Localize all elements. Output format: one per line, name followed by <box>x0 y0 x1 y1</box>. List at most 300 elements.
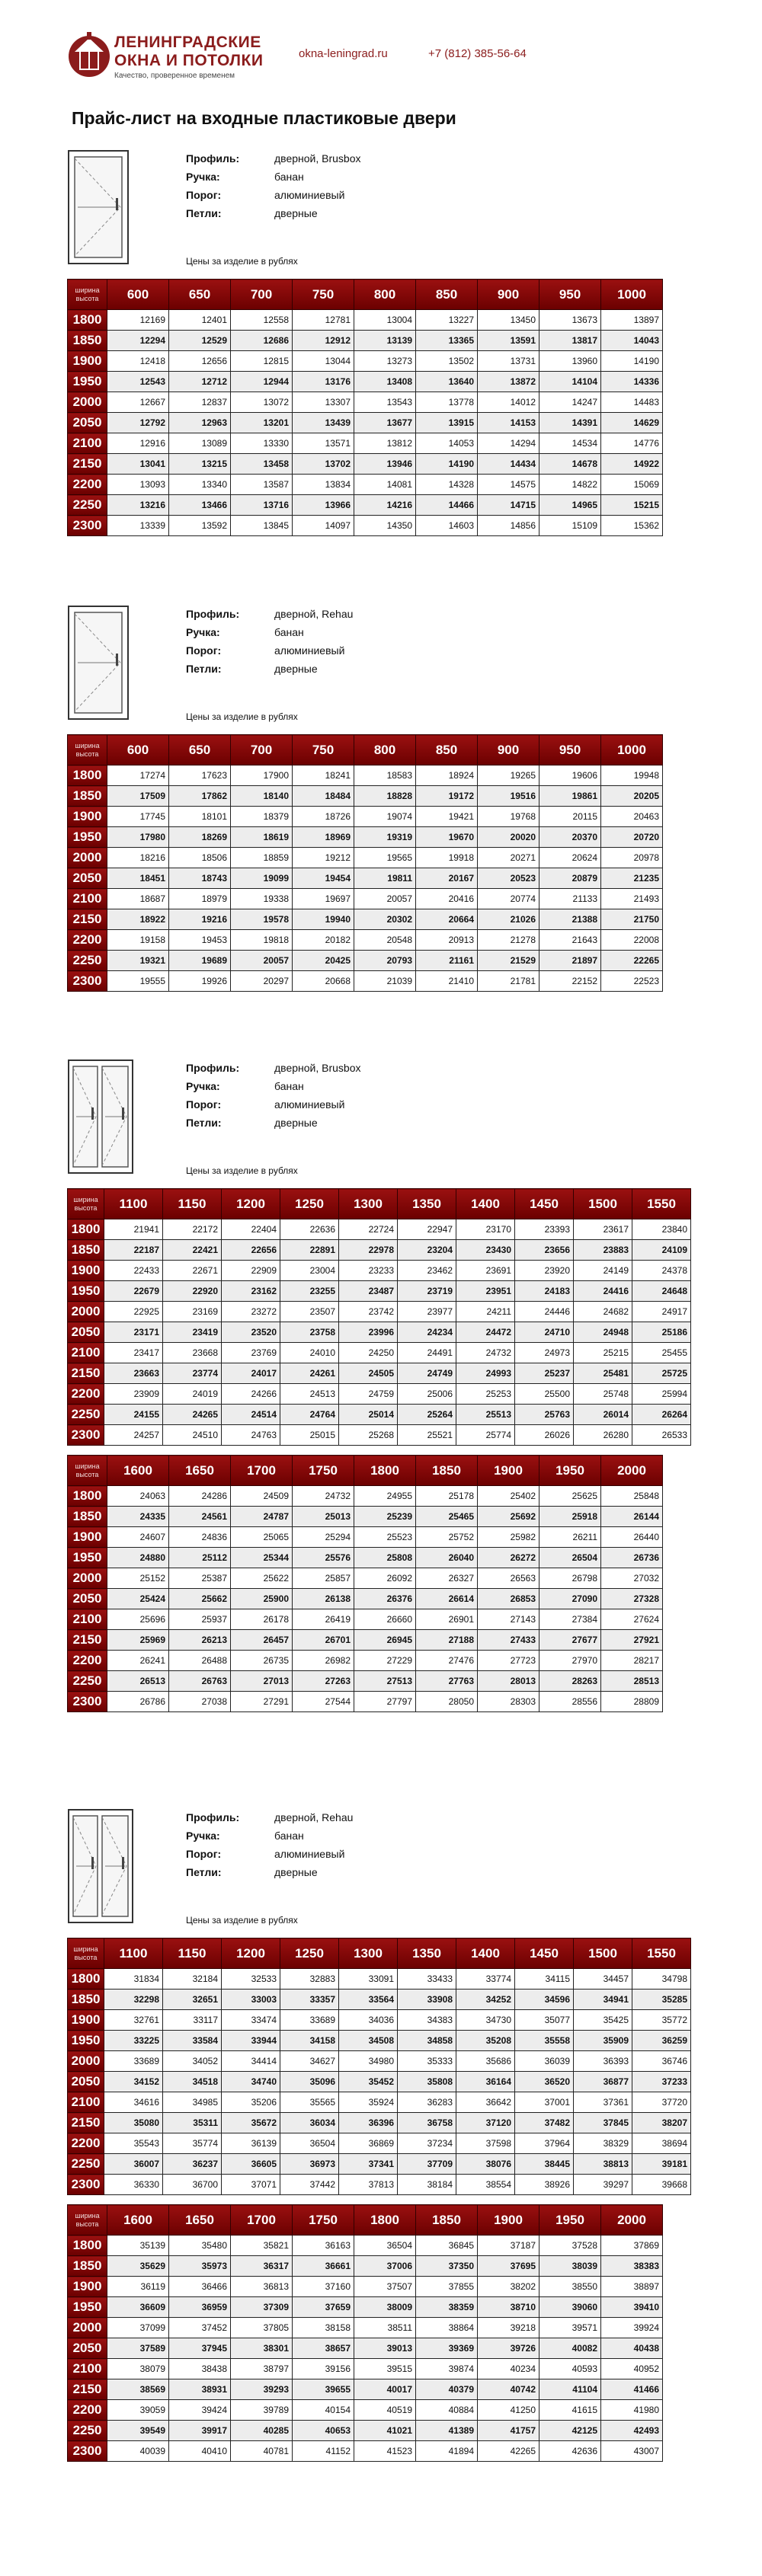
price-cell: 19212 <box>293 848 354 868</box>
price-cell: 14534 <box>539 433 601 454</box>
price-cell: 19689 <box>169 951 231 971</box>
height-header: 2200 <box>68 1384 104 1405</box>
spec-row <box>186 623 353 641</box>
price-cell: 37855 <box>416 2277 478 2297</box>
price-cell: 36330 <box>104 2175 163 2195</box>
price-cell: 19555 <box>107 971 169 992</box>
price-cell: 37309 <box>231 2297 293 2318</box>
height-header: 1850 <box>68 331 107 351</box>
price-cell: 40593 <box>539 2359 601 2379</box>
table-row <box>68 2133 691 2154</box>
price-cell: 37006 <box>354 2256 416 2277</box>
price-table <box>67 1455 663 1712</box>
price-cell: 20774 <box>478 889 539 909</box>
price-cell: 25013 <box>293 1507 354 1527</box>
width-header: 1250 <box>280 1938 339 1969</box>
logo-mark-icon <box>67 30 111 79</box>
price-cell: 38301 <box>231 2338 293 2359</box>
width-header: 1200 <box>222 1938 280 1969</box>
price-cell: 19606 <box>539 765 601 786</box>
price-cell: 27038 <box>169 1692 231 1712</box>
price-cell: 20913 <box>416 930 478 951</box>
spec-value: алюминиевый <box>274 189 345 201</box>
price-cell: 20020 <box>478 827 539 848</box>
price-cell: 14434 <box>478 454 539 475</box>
price-cell: 26280 <box>574 1425 632 1446</box>
page-title: Прайс-лист на входные пластиковые двери <box>72 108 456 128</box>
price-cell: 34036 <box>339 2010 398 2031</box>
price-cell: 40781 <box>231 2441 293 2462</box>
price-cell: 33564 <box>339 1990 398 2010</box>
price-cell: 27032 <box>601 1568 663 1589</box>
spec-label: Профиль: <box>186 152 240 165</box>
price-cell: 33689 <box>104 2051 163 2072</box>
price-cell: 26614 <box>416 1589 478 1609</box>
single-door-icon <box>67 605 130 721</box>
price-cell: 19940 <box>293 909 354 930</box>
price-cell: 24257 <box>104 1425 163 1446</box>
price-cell: 23920 <box>515 1261 574 1281</box>
price-cell: 13072 <box>231 392 293 413</box>
width-header: 2000 <box>601 1456 663 1486</box>
spec-row <box>186 605 353 623</box>
price-cell: 24607 <box>107 1527 169 1548</box>
price-cell: 37187 <box>478 2236 539 2256</box>
price-cell: 40154 <box>293 2400 354 2421</box>
height-header: 2000 <box>68 2051 104 2072</box>
table-row <box>68 786 663 807</box>
height-header: 1950 <box>68 827 107 848</box>
price-cell: 36034 <box>280 2113 339 2133</box>
table-row <box>68 331 663 351</box>
price-cell: 37659 <box>293 2297 354 2318</box>
price-cell: 15069 <box>601 475 663 495</box>
price-cell: 28809 <box>601 1692 663 1712</box>
price-cell: 25774 <box>456 1425 515 1446</box>
table-row <box>68 475 663 495</box>
price-note: Цены за изделие в рублях <box>186 1165 298 1176</box>
width-header: 1200 <box>222 1189 280 1219</box>
corner-label-line: высота <box>75 749 99 758</box>
single-door-icon <box>67 149 130 265</box>
price-cell: 35772 <box>632 2010 691 2031</box>
price-cell: 23462 <box>398 1261 456 1281</box>
price-cell: 13215 <box>169 454 231 475</box>
price-cell: 14097 <box>293 516 354 536</box>
price-cell: 26701 <box>293 1630 354 1651</box>
price-cell: 27723 <box>478 1651 539 1671</box>
price-cell: 21039 <box>354 971 416 992</box>
price-cell: 27797 <box>354 1692 416 1712</box>
price-cell: 22891 <box>280 1240 339 1261</box>
price-cell: 36283 <box>398 2092 456 2113</box>
price-cell: 21529 <box>478 951 539 971</box>
price-cell: 34518 <box>163 2072 222 2092</box>
price-cell: 27921 <box>601 1630 663 1651</box>
price-cell: 20115 <box>539 807 601 827</box>
price-cell: 24759 <box>339 1384 398 1405</box>
price-cell: 23656 <box>515 1240 574 1261</box>
price-cell: 36504 <box>354 2236 416 2256</box>
price-cell: 13778 <box>416 392 478 413</box>
table-row <box>68 807 663 827</box>
price-cell: 37341 <box>339 2154 398 2175</box>
price-cell: 18140 <box>231 786 293 807</box>
price-cell: 39424 <box>169 2400 231 2421</box>
price-cell: 12712 <box>169 372 231 392</box>
price-cell: 21133 <box>539 889 601 909</box>
price-cell: 41894 <box>416 2441 478 2462</box>
width-header: 1350 <box>398 1938 456 1969</box>
height-header: 2200 <box>68 1651 107 1671</box>
price-cell: 24749 <box>398 1363 456 1384</box>
price-cell: 14104 <box>539 372 601 392</box>
spec-value: дверные <box>274 663 318 675</box>
price-cell: 19516 <box>478 786 539 807</box>
price-cell: 25065 <box>231 1527 293 1548</box>
price-cell: 28513 <box>601 1671 663 1692</box>
price-cell: 23507 <box>280 1302 339 1322</box>
price-cell: 19818 <box>231 930 293 951</box>
height-header: 2050 <box>68 1322 104 1343</box>
price-cell: 35285 <box>632 1990 691 2010</box>
site-link[interactable]: okna-leningrad.ru <box>299 47 388 60</box>
table-row <box>68 1322 691 1343</box>
price-cell: 26144 <box>601 1507 663 1527</box>
corner-label-line: высота <box>74 1953 98 1961</box>
price-cell: 37845 <box>574 2113 632 2133</box>
price-cell: 25500 <box>515 1384 574 1405</box>
price-cell: 12837 <box>169 392 231 413</box>
price-cell: 19338 <box>231 889 293 909</box>
table-row <box>68 2421 663 2441</box>
price-cell: 26014 <box>574 1405 632 1425</box>
price-cell: 27476 <box>416 1651 478 1671</box>
corner-label <box>68 2205 107 2236</box>
price-cell: 33091 <box>339 1969 398 1990</box>
price-cell: 19172 <box>416 786 478 807</box>
width-header-row <box>68 280 663 310</box>
height-header: 2200 <box>68 2400 107 2421</box>
price-cell: 25112 <box>169 1548 231 1568</box>
price-cell: 39060 <box>539 2297 601 2318</box>
price-cell: 13330 <box>231 433 293 454</box>
phone-number[interactable]: +7 (812) 385-56-64 <box>428 47 527 60</box>
price-cell: 13365 <box>416 331 478 351</box>
price-cell: 14715 <box>478 495 539 516</box>
price-cell: 20978 <box>601 848 663 868</box>
price-cell: 12963 <box>169 413 231 433</box>
price-cell: 37869 <box>601 2236 663 2256</box>
price-cell: 25344 <box>231 1548 293 1568</box>
price-cell: 37350 <box>416 2256 478 2277</box>
price-cell: 18726 <box>293 807 354 827</box>
price-cell: 18506 <box>169 848 231 868</box>
price-cell: 25387 <box>169 1568 231 1589</box>
price-cell: 19918 <box>416 848 478 868</box>
price-cell: 13592 <box>169 516 231 536</box>
price-cell: 14575 <box>478 475 539 495</box>
price-cell: 13450 <box>478 310 539 331</box>
price-cell: 36758 <box>398 2113 456 2133</box>
price-cell: 35139 <box>107 2236 169 2256</box>
price-cell: 13845 <box>231 516 293 536</box>
price-cell: 21643 <box>539 930 601 951</box>
width-header: 650 <box>169 735 231 765</box>
width-header: 950 <box>539 280 601 310</box>
corner-label-line: ширина <box>75 2211 100 2220</box>
logo-line-2: ОКНА И ПОТОЛКИ <box>114 52 264 69</box>
price-cell: 24955 <box>354 1486 416 1507</box>
price-cell: 18101 <box>169 807 231 827</box>
height-header: 1950 <box>68 1548 107 1568</box>
price-cell: 13591 <box>478 331 539 351</box>
spec-label: Порог: <box>186 644 222 657</box>
height-header: 2300 <box>68 2441 107 2462</box>
price-cell: 37598 <box>456 2133 515 2154</box>
product-specs <box>186 1808 353 1881</box>
price-cell: 25576 <box>293 1548 354 1568</box>
price-cell: 13139 <box>354 331 416 351</box>
price-cell: 39549 <box>107 2421 169 2441</box>
spec-row <box>186 1077 361 1095</box>
price-cell: 35686 <box>456 2051 515 2072</box>
price-cell: 38383 <box>601 2256 663 2277</box>
price-cell: 40410 <box>169 2441 231 2462</box>
price-cell: 23169 <box>163 1302 222 1322</box>
price-cell: 24211 <box>456 1302 515 1322</box>
price-cell: 36813 <box>231 2277 293 2297</box>
price-cell: 25521 <box>398 1425 456 1446</box>
width-header: 1400 <box>456 1938 515 1969</box>
table-row <box>68 1630 663 1651</box>
price-cell: 22656 <box>222 1240 280 1261</box>
width-header: 1750 <box>293 1456 354 1486</box>
spec-value: алюминиевый <box>274 1848 345 1860</box>
price-cell: 13176 <box>293 372 354 392</box>
height-header: 2250 <box>68 1671 107 1692</box>
width-header: 1100 <box>104 1189 163 1219</box>
price-cell: 12912 <box>293 331 354 351</box>
company-logo[interactable] <box>67 26 264 87</box>
width-header-row <box>68 1456 663 1486</box>
price-cell: 35206 <box>222 2092 280 2113</box>
price-cell: 19926 <box>169 971 231 992</box>
price-cell: 36466 <box>169 2277 231 2297</box>
spec-label: Ручка: <box>186 171 220 183</box>
spec-label: Петли: <box>186 1866 222 1878</box>
price-cell: 35558 <box>515 2031 574 2051</box>
price-cell: 33908 <box>398 1990 456 2010</box>
spec-row <box>186 1827 353 1845</box>
price-cell: 24514 <box>222 1405 280 1425</box>
price-cell: 23255 <box>280 1281 339 1302</box>
width-header: 1850 <box>416 1456 478 1486</box>
price-cell: 36396 <box>339 2113 398 2133</box>
height-header: 2250 <box>68 495 107 516</box>
price-cell: 13677 <box>354 413 416 433</box>
table-row <box>68 372 663 392</box>
table-row <box>68 2256 663 2277</box>
price-cell: 26786 <box>107 1692 169 1712</box>
table-row <box>68 1219 691 1240</box>
price-cell: 38207 <box>632 2113 691 2133</box>
table-row <box>68 2277 663 2297</box>
price-cell: 23393 <box>515 1219 574 1240</box>
price-cell: 12294 <box>107 331 169 351</box>
price-cell: 23951 <box>456 1281 515 1302</box>
price-cell: 23162 <box>222 1281 280 1302</box>
price-cell: 23520 <box>222 1322 280 1343</box>
price-cell: 22187 <box>104 1240 163 1261</box>
table-row <box>68 1486 663 1507</box>
price-cell: 26901 <box>416 1609 478 1630</box>
price-cell: 40438 <box>601 2338 663 2359</box>
spec-value: дверной, Rehau <box>274 608 354 620</box>
width-header: 1600 <box>107 2205 169 2236</box>
price-cell: 38554 <box>456 2175 515 2195</box>
price-cell: 37001 <box>515 2092 574 2113</box>
height-header: 1950 <box>68 1281 104 1302</box>
price-cell: 38359 <box>416 2297 478 2318</box>
width-header: 1500 <box>574 1189 632 1219</box>
table-row <box>68 2092 691 2113</box>
height-header: 2300 <box>68 1425 104 1446</box>
price-cell: 36119 <box>107 2277 169 2297</box>
table-row <box>68 2031 691 2051</box>
price-cell: 13041 <box>107 454 169 475</box>
price-cell: 36877 <box>574 2072 632 2092</box>
price-cell: 22636 <box>280 1219 339 1240</box>
price-note: Цены за изделие в рублях <box>186 1915 298 1926</box>
price-cell: 25662 <box>169 1589 231 1609</box>
spec-label: Петли: <box>186 1117 222 1129</box>
width-header: 1700 <box>231 2205 293 2236</box>
price-cell: 13216 <box>107 495 169 516</box>
price-cell: 25006 <box>398 1384 456 1405</box>
price-cell: 13307 <box>293 392 354 413</box>
price-cell: 24509 <box>231 1486 293 1507</box>
price-cell: 19158 <box>107 930 169 951</box>
height-header: 2300 <box>68 971 107 992</box>
width-header-row <box>68 735 663 765</box>
price-note: Цены за изделие в рублях <box>186 256 298 267</box>
price-table <box>67 1938 691 2195</box>
price-cell: 25152 <box>107 1568 169 1589</box>
table-row <box>68 495 663 516</box>
price-cell: 18583 <box>354 765 416 786</box>
price-cell: 25294 <box>293 1527 354 1548</box>
price-cell: 25186 <box>632 1322 691 1343</box>
table-row <box>68 765 663 786</box>
price-cell: 35333 <box>398 2051 456 2072</box>
price-cell: 33003 <box>222 1990 280 2010</box>
price-cell: 14822 <box>539 475 601 495</box>
price-cell: 25178 <box>416 1486 478 1507</box>
price-cell: 25918 <box>539 1507 601 1527</box>
price-cell: 13587 <box>231 475 293 495</box>
price-cell: 20879 <box>539 868 601 889</box>
height-header: 2150 <box>68 1630 107 1651</box>
price-cell: 21161 <box>416 951 478 971</box>
price-cell: 22523 <box>601 971 663 992</box>
spec-label: Порог: <box>186 1848 222 1860</box>
corner-label-line: высота <box>74 1203 98 1212</box>
price-cell: 34941 <box>574 1990 632 2010</box>
price-cell: 24973 <box>515 1343 574 1363</box>
price-cell: 41152 <box>293 2441 354 2462</box>
width-header: 1500 <box>574 1938 632 1969</box>
price-cell: 23430 <box>456 1240 515 1261</box>
width-header: 1300 <box>339 1938 398 1969</box>
price-cell: 40082 <box>539 2338 601 2359</box>
height-header: 1800 <box>68 1486 107 1507</box>
price-cell: 37528 <box>539 2236 601 2256</box>
width-header: 1450 <box>515 1938 574 1969</box>
table-row <box>68 868 663 889</box>
price-cell: 34152 <box>104 2072 163 2092</box>
price-cell: 28217 <box>601 1651 663 1671</box>
price-cell: 33584 <box>163 2031 222 2051</box>
height-header: 1850 <box>68 1990 104 2010</box>
width-header: 1150 <box>163 1938 222 1969</box>
price-cell: 25465 <box>416 1507 478 1527</box>
spec-row <box>186 149 361 168</box>
price-cell: 32298 <box>104 1990 163 2010</box>
price-cell: 41466 <box>601 2379 663 2400</box>
table-row <box>68 454 663 475</box>
price-cell: 36163 <box>293 2236 354 2256</box>
width-header: 850 <box>416 280 478 310</box>
width-header: 600 <box>107 280 169 310</box>
price-cell: 14603 <box>416 516 478 536</box>
price-cell: 13673 <box>539 310 601 331</box>
price-cell: 38694 <box>632 2133 691 2154</box>
height-header: 2100 <box>68 2092 104 2113</box>
price-cell: 19321 <box>107 951 169 971</box>
price-cell: 26533 <box>632 1425 691 1446</box>
height-header: 1850 <box>68 786 107 807</box>
corner-label-line: высота <box>75 1470 99 1478</box>
price-cell: 37361 <box>574 2092 632 2113</box>
table-row <box>68 2175 691 2195</box>
price-cell: 26660 <box>354 1609 416 1630</box>
price-cell: 38926 <box>515 2175 574 2195</box>
corner-label-line: ширина <box>73 1945 98 1953</box>
price-cell: 13915 <box>416 413 478 433</box>
table-row <box>68 827 663 848</box>
price-cell: 22404 <box>222 1219 280 1240</box>
width-header: 700 <box>231 735 293 765</box>
spec-label: Профиль: <box>186 1062 240 1074</box>
price-cell: 17900 <box>231 765 293 786</box>
price-cell: 12529 <box>169 331 231 351</box>
price-cell: 18969 <box>293 827 354 848</box>
price-cell: 35077 <box>515 2010 574 2031</box>
price-cell: 28263 <box>539 1671 601 1692</box>
price-cell: 24513 <box>280 1384 339 1405</box>
table-row <box>68 1425 691 1446</box>
height-header: 2000 <box>68 1302 104 1322</box>
spec-value: банан <box>274 1080 304 1092</box>
height-header: 2100 <box>68 1343 104 1363</box>
price-cell: 35774 <box>163 2133 222 2154</box>
spec-value: дверной, Rehau <box>274 1811 354 1823</box>
price-cell: 13227 <box>416 310 478 331</box>
price-cell: 26026 <box>515 1425 574 1446</box>
price-cell: 26853 <box>478 1589 539 1609</box>
height-header: 2100 <box>68 889 107 909</box>
